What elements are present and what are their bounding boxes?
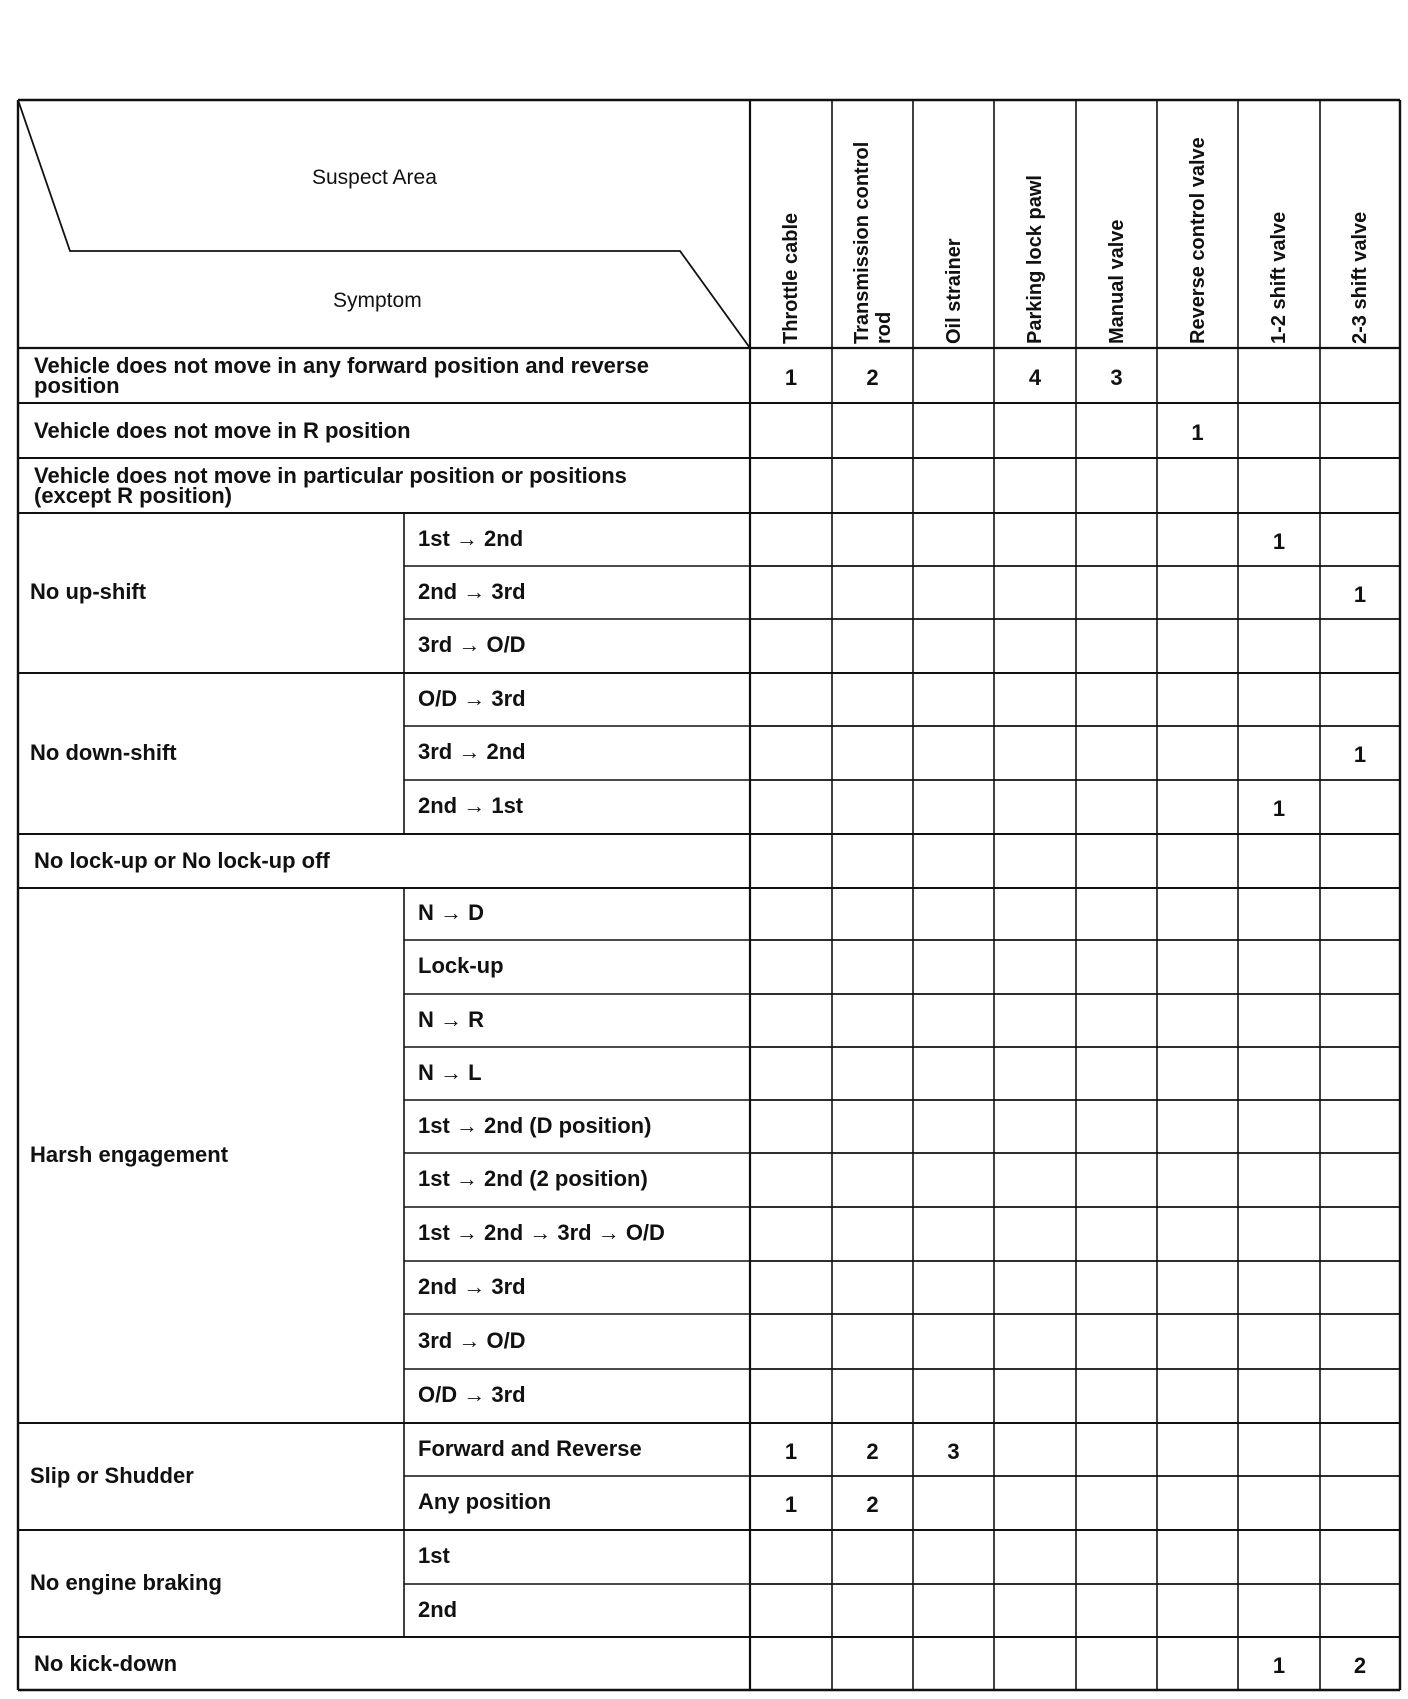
cell-value: 1	[1272, 1652, 1286, 1678]
sub-symptom-label: 2nd → 3rd	[418, 1273, 526, 1299]
column-header-1	[751, 104, 831, 344]
cell-value: 1	[1272, 796, 1286, 821]
column-header-3	[914, 104, 994, 344]
symptom-label: No kick-down	[34, 1650, 178, 1676]
sub-symptom-label: O/D → 3rd	[418, 1382, 526, 1407]
cell-value: 3	[947, 1438, 960, 1464]
sub-symptom-label: 1st → 2nd (D position)	[418, 1112, 652, 1138]
column-header-line: 1-2 shift valve	[1268, 211, 1290, 344]
sub-symptom-label: O/D → 3rd	[418, 685, 526, 711]
sub-symptom-label: 2nd	[418, 1596, 458, 1622]
column-header-line: Reverse control valve	[1186, 137, 1209, 344]
sub-symptom-label: N → R	[418, 1006, 484, 1032]
cell-value: 1	[1272, 528, 1286, 554]
symptom-group-label: No down-shift	[30, 739, 177, 765]
cell-value: 1	[784, 364, 798, 390]
sub-symptom-label: 2nd → 1st	[418, 793, 524, 818]
sub-symptom-label: 3rd → 2nd	[418, 739, 526, 764]
column-header-2	[833, 104, 913, 344]
cell-value: 4	[1028, 364, 1042, 390]
sub-symptom-label: 1st → 2nd	[418, 525, 524, 551]
cell-value: 2	[866, 1438, 879, 1464]
symptom-label: Vehicle does not move in R position	[34, 417, 411, 443]
column-header-line: rod	[872, 311, 895, 344]
sub-symptom-label: N → D	[418, 900, 484, 925]
column-header-line: Oil strainer	[942, 238, 965, 344]
symptom-header-label: Symptom	[333, 289, 422, 312]
symptom-label: No lock-up or No lock-up off	[34, 848, 330, 873]
sub-symptom-label: Lock-up	[418, 953, 504, 978]
column-header-4	[995, 104, 1075, 344]
cell-value: 1	[1353, 742, 1367, 767]
cell-value: 1	[1353, 581, 1367, 607]
symptom-label: Vehicle does not move in any forward position and reverse	[34, 352, 649, 378]
sub-symptom-label: 1st → 2nd (2 position)	[418, 1166, 648, 1191]
sub-symptom-label: Forward and Reverse	[418, 1435, 642, 1461]
cell-value: 1	[1191, 419, 1204, 445]
column-header-line: Parking lock pawl	[1024, 175, 1046, 344]
sub-symptom-label: 1st → 2nd → 3rd → O/D	[418, 1220, 665, 1245]
column-header-6	[1158, 104, 1238, 344]
cell-value: 1	[784, 1492, 798, 1517]
symptom-label: (except R position)	[34, 482, 233, 508]
symptom-group-label: No engine braking	[30, 1569, 222, 1595]
column-header-line: Throttle cable	[780, 212, 802, 344]
sub-symptom-label: 1st	[418, 1543, 450, 1568]
symptom-group-label: Harsh engagement	[30, 1141, 229, 1167]
cell-value: 1	[784, 1438, 798, 1464]
column-header-5	[1077, 104, 1157, 344]
sub-symptom-label: 3rd → O/D	[418, 632, 526, 657]
column-header-line: 2-3 shift valve	[1349, 211, 1371, 344]
cell-value: 3	[1110, 364, 1123, 390]
symptom-group-label: No up-shift	[30, 579, 147, 604]
column-header-line: Manual valve	[1105, 219, 1128, 344]
cell-value: 2	[866, 1492, 879, 1517]
sub-symptom-label: Any position	[418, 1489, 552, 1514]
symptom-label: position	[34, 372, 120, 398]
symptom-group-label: Slip or Shudder	[30, 1462, 194, 1488]
column-header-8	[1320, 104, 1400, 344]
suspect-area-label: Suspect Area	[312, 166, 437, 189]
sub-symptom-label: 2nd → 3rd	[418, 578, 526, 604]
sub-symptom-label: N → L	[418, 1059, 482, 1085]
sub-symptom-label: 3rd → O/D	[418, 1327, 526, 1353]
cell-value: 2	[1353, 1652, 1367, 1678]
column-header-line: Transmission control	[850, 141, 873, 344]
cell-value: 2	[866, 364, 879, 390]
symptom-label: Vehicle does not move in particular position or positions	[34, 462, 627, 488]
column-header-7	[1239, 104, 1319, 344]
